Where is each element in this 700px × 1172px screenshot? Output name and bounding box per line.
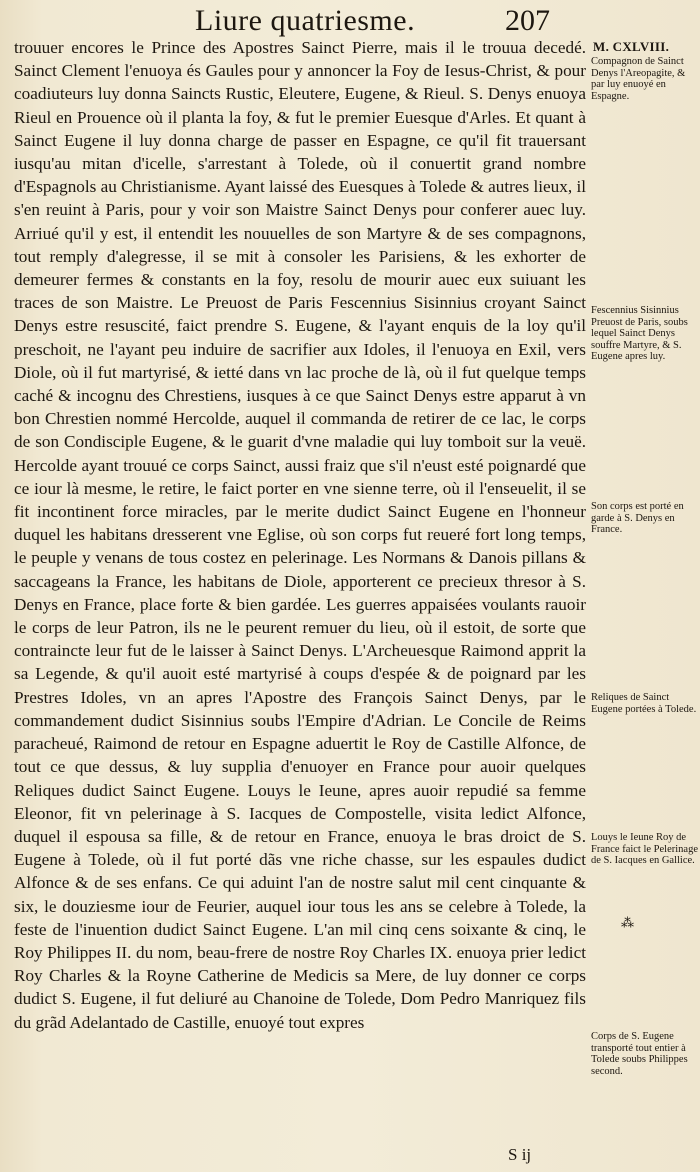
marginal-note: Reliques de Sainct Eugene portées à Tolede. (591, 692, 697, 715)
page-number: 207 (505, 4, 550, 37)
chapter-number: M. CXLVIII. (593, 39, 670, 54)
running-title: Liure quatriesme. (195, 4, 416, 37)
running-head (0, 4, 700, 38)
marginal-note: Fescennius Sisinnius Preuost de Paris, soubs lequel Sainct Denys souffre Martyre, & S. Eugene apres luy. (591, 305, 688, 362)
marginal-note: Compagnon de Sainct Denys l'Areopagite, & par luy enuoyé en Espagne. (591, 56, 686, 102)
signature-mark: S ij (508, 1145, 532, 1164)
main-text-column (14, 36, 586, 1034)
ornament-mark: ⁂ (621, 915, 634, 930)
body-paragraph: trouuer encores le Prince des Apostres Sainct Pierre, mais il le trouua decedé. Sainct Clement l'enuoya és Gaules pour y annoncer la Foy de Iesus-Christ, & pour coadiuteurs luy donna Saincts Rustic, Eleutere, Eugene, & Rieul. S. Denys enuoya Rieul en Prouence où il planta la foy, & fut le premier Euesque d'Arles. Et quant à Sainct Eugene il luy donna charge de passer en Espagne, ce qu'il fit trauersant iusqu'au mitan d'icelle, s'arrestant à Tolede, où il conuertit grand nombre d'Espagnols au Christianisme. Ayant laissé des Euesques à Tolede & autres lieux, il s'en reuint à Paris, pour y voir son Maistre Sainct Denys pour conferer auec luy. Arriué qu'il y est, il entendit les nouuelles de son Martyre & de ses compagnons, tout remply d'alegresse, il se mit à consoler les Parisiens, & les exhorter de demeurer fermes & constants en la foy, resolu de mourir auec eux suiuant les traces de son Maistre. Le Preuost de Paris Fescennius Sisinnius croyant Sainct Denys estre resuscité, faict prendre S. Eugene, & l'ayant enquis de la loy qu'il preschoit, ne l'ayant peu induire de sacrifier aux Idoles, il l'enuoya en Exil, vers Diole, où il fut martyrisé, & ietté dans vn lac proche de là, où il fut quelque temps caché & incognu des Chrestiens, iusques à ce que Sainct Denys estre apparut à vn bon Chrestien nommé Hercolde, auquel il commanda de retirer de ce lac, le corps de son Condisciple Eugene, & le guarit d'vne maladie qui luy tomboit sur la veuë. Hercolde ayant trouué ce corps Sainct, aussi fraiz que s'il n'eust esté poignardé que ce iour là mesme, le retire, le faict porter en vne sienne terre, où il l'enseuelit, il se fit incontinent force miracles, par le merite dudict Sainct Eugene en l'honneur duquel les habitans dresserent vne Eglise, où son corps fut reueré fort long temps, le peuple y venans de tous costez en pelerinage. Les Normans & Danois pillans & saccageans la France, les habitans de Diole, apporterent ce precieux thresor à S. Denys en France, place forte & bien gardée. Les guerres appaisées voulants rauoir le corps de leur Patron, ils ne le peurent remuer du lieu, où il estoit, de sorte que contraincte leur fut de le laisser à Sainct Denys. L'Archeuesque Raimond apprit la sa Legende, & qu'il auoit esté martyrisé à coups d'espée & de poignard par les Prestres Idoles, vn an apres l'Apostre des François Sainct Denys, par le commandement dudict Sisinnius soubs l'Empire d'Adrian. Le Concile de Reims paracheué, Raimond de retour en Espagne aduertit le Roy de Castille Alfonce, de tout ce que dessus, & luy supplia d'enuoyer en France pour auoir quelques Reliques dudict Sainct Eugene. Louys le Ieune, apres auoir repudié sa femme Eleonor, fit vn pelerinage à S. Iacques de Compostelle, visita ledict Alfonce, duquel il espousa sa fille, & de retour en France, enuoya le bras droict de S. Eugene à Tolede, où il fut porté dãs vne riche chasse, sur les espaules dudict Alfonce & de ses enfans. Ce qui aduint l'an de nostre salut mil cent cinquante & six, le douziesme iour de Feurier, auquel iour tous les ans se celebre à Tolede, la feste de l'inuention dudict Sainct Eugene. L'an mil cinq cens soixante & cinq, le Roy Philippes II. du nom, beau-frere de nostre Roy Charles IX. enuoya prier ledict Roy Charles & la Royne Catherine de Medicis sa Mere, de luy donner ce corps dudict S. Eugene, il fut deliuré au Chanoine de Tolede, Dom Pedro Manriquez fils du grãd Adelantado de Castille, enuoyé tout expres (14, 38, 586, 1032)
marginal-note: Corps de S. Eugene transporté tout entier à Tolede soubs Philippes second. (591, 1031, 688, 1077)
marginal-note: Son corps est porté en garde à S. Denys en France. (591, 501, 684, 535)
marginal-note: Louys le Ieune Roy de France faict le Pelerinage de S. Iacques en Gallice. (591, 832, 698, 866)
